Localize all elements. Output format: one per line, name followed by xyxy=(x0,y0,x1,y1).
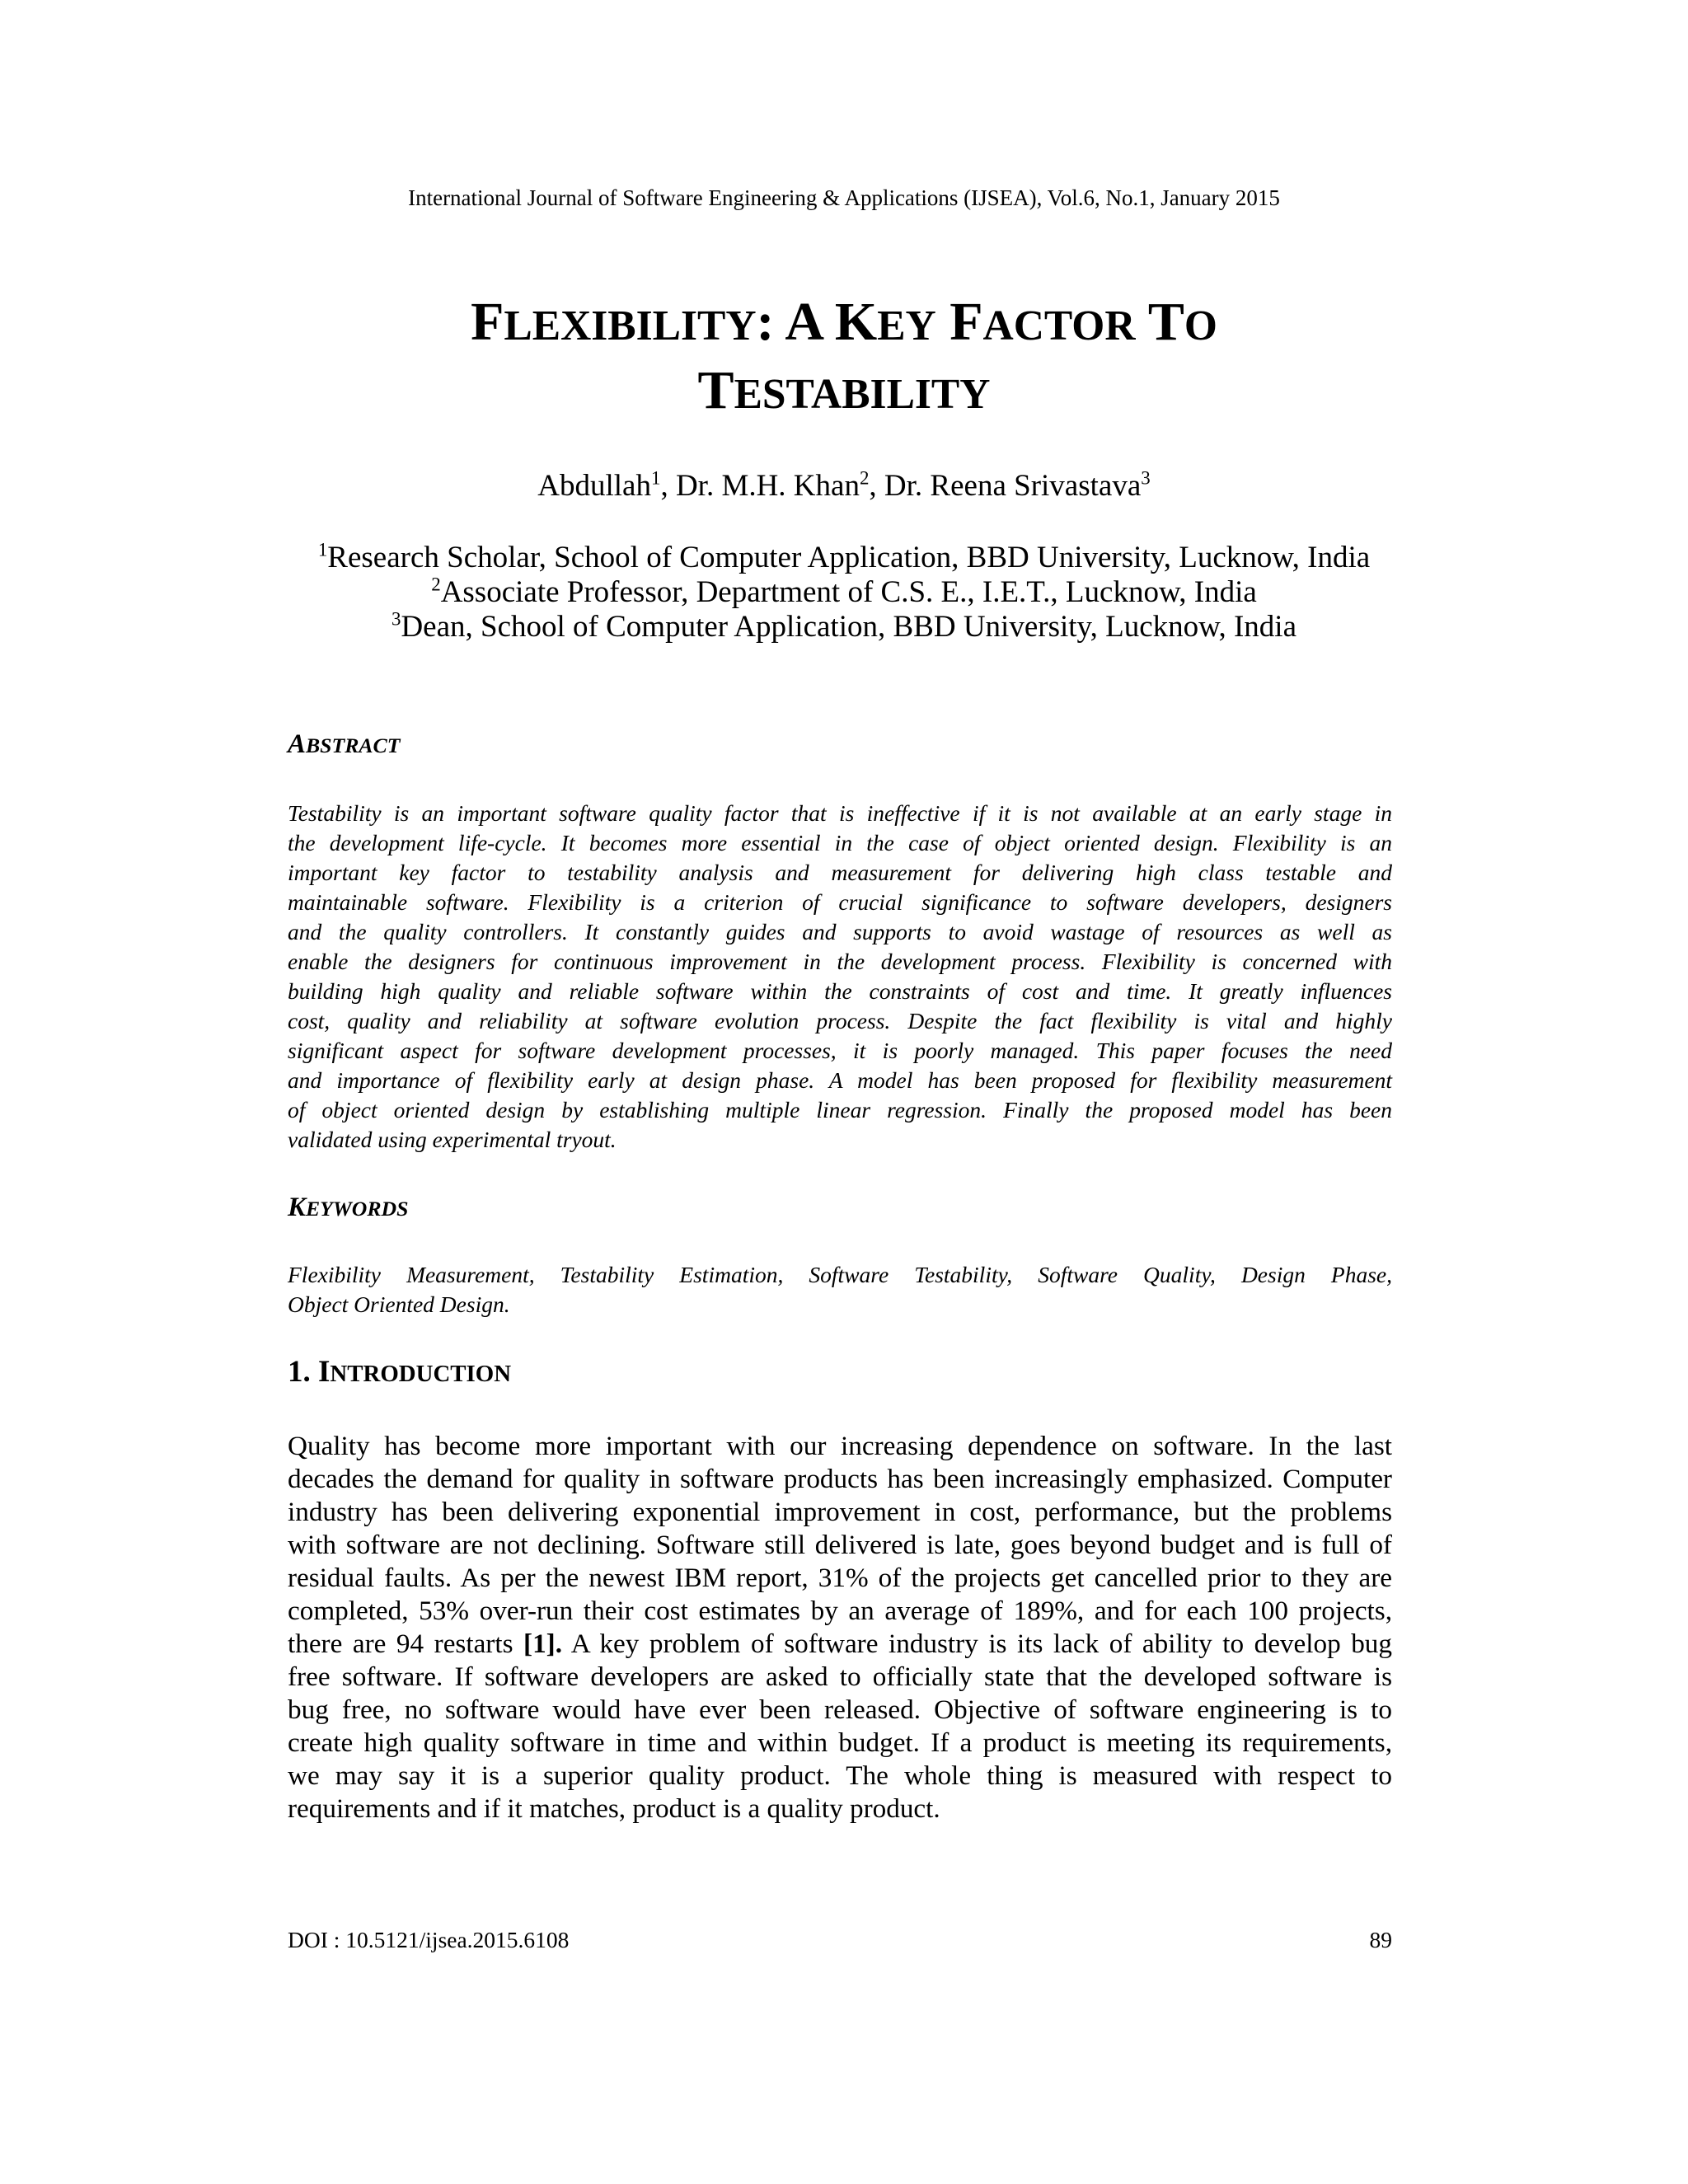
keywords-line: Flexibility Measurement, Testability Estimation, Software Testability, Software Quality, Design Phase, xyxy=(288,1262,1392,1287)
author-name: Abdullah xyxy=(537,469,651,503)
title-line-1: FLEXIBILITY: A KEY FACTOR TO xyxy=(471,292,1217,352)
keywords-line: Object Oriented Design. xyxy=(288,1291,510,1317)
abstract-line: and importance of flexibility early at design phase. A model has been proposed for flexibility measurement xyxy=(288,1067,1392,1093)
journal-header: International Journal of Software Engineering & Applications (IJSEA), Vol.6, No.1, January 2015 xyxy=(408,185,1280,210)
affiliation-list xyxy=(0,541,1688,644)
keywords-heading: KEYWORDS xyxy=(288,1193,409,1222)
affiliation-line xyxy=(0,541,1688,575)
abstract-line: the development life-cycle. It becomes more essential in the case of object oriented design. Flexibility is an xyxy=(288,830,1392,855)
abstract-text xyxy=(288,799,1392,1155)
introduction-line: Quality has become more important with our increasing dependence on software. In the last xyxy=(288,1431,1392,1461)
affiliation-marker: 2 xyxy=(431,574,441,595)
citation-marker: [1]. xyxy=(523,1629,563,1659)
affiliation-text: Associate Professor, Department of C.S. E., I.E.T., Lucknow, India xyxy=(440,575,1257,609)
abstract-line: building high quality and reliable software within the constraints of cost and time. It greatly influences xyxy=(288,978,1392,1004)
abstract-line: and the quality controllers. It constantly guides and supports to avoid wastage of resources as well as xyxy=(288,919,1392,944)
author-affiliation-marker: 2 xyxy=(859,467,870,489)
introduction-line: create high quality software in time and within budget. If a product is meeting its requirements, xyxy=(288,1727,1392,1758)
introduction-line: requirements and if it matches, product is a quality product. xyxy=(288,1793,940,1824)
introduction-text xyxy=(288,1430,1392,1825)
author-affiliation-marker: 3 xyxy=(1141,467,1151,489)
affiliation-line xyxy=(0,575,1688,610)
affiliation-text: Dean, School of Computer Application, BBD University, Lucknow, India xyxy=(401,610,1296,644)
author-name: Dr. M.H. Khan xyxy=(675,469,860,503)
abstract-line: maintainable software. Flexibility is a criterion of crucial significance to software developers, designers xyxy=(288,889,1392,915)
introduction-line: we may say it is a superior quality product. The whole thing is measured with respect to xyxy=(288,1760,1392,1791)
abstract-line: significant aspect for software development processes, it is poorly managed. This paper focuses the need xyxy=(288,1038,1392,1063)
paper-title xyxy=(0,290,1688,427)
author-name: Dr. Reena Srivastava xyxy=(884,469,1142,503)
introduction-line: there are 94 restarts [1]. A key problem of software industry is its lack of ability to develop bug xyxy=(288,1629,1392,1659)
introduction-line: industry has been delivering exponential improvement in cost, performance, but the problems xyxy=(288,1497,1392,1527)
title-line-2: TESTABILITY xyxy=(697,360,991,420)
introduction-line: bug free, no software would have ever been released. Objective of software engineering is to xyxy=(288,1694,1392,1725)
affiliation-marker: 1 xyxy=(317,539,328,560)
abstract-line: validated using experimental tryout. xyxy=(288,1127,617,1152)
affiliation-text: Research Scholar, School of Computer Application, BBD University, Lucknow, India xyxy=(327,541,1371,574)
abstract-line: cost, quality and reliability at software evolution process. Despite the fact flexibility is vital and highly xyxy=(288,1008,1392,1033)
page-number: 89 xyxy=(1369,1927,1392,1952)
introduction-line: residual faults. As per the newest IBM report, 31% of the projects get cancelled prior to they are xyxy=(288,1563,1392,1593)
author-affiliation-marker: 1 xyxy=(650,467,661,489)
abstract-line: enable the designers for continuous improvement in the development process. Flexibility is concerned with xyxy=(288,949,1392,974)
doi-footer: DOI : 10.5121/ijsea.2015.6108 xyxy=(288,1927,570,1952)
abstract-heading: ABSTRACT xyxy=(288,729,401,759)
abstract-line: important key factor to testability analysis and measurement for delivering high class testable and xyxy=(288,860,1392,885)
affiliation-marker: 3 xyxy=(391,608,401,630)
author-list: Abdullah$^1$, Dr. M.H. Khan$^2$, Dr. Reena Srivastava$^3$ xyxy=(537,467,1151,503)
abstract-line: of object oriented design by establishing multiple linear regression. Finally the proposed model has been xyxy=(288,1097,1392,1122)
introduction-line: with software are not declining. Software still delivered is late, goes beyond budget and is full of xyxy=(288,1530,1392,1560)
introduction-line: decades the demand for quality in software products has been increasingly emphasized. Computer xyxy=(288,1464,1392,1494)
introduction-line: completed, 53% over-run their cost estimates by an average of 189%, and for each 100 projects, xyxy=(288,1596,1392,1626)
abstract-line: Testability is an important software quality factor that is ineffective if it is not available at an early stage in xyxy=(288,800,1392,826)
affiliation-line xyxy=(0,610,1688,644)
introduction-line: free software. If software developers are asked to officially state that the developed software is xyxy=(288,1661,1392,1692)
introduction-heading: 1. INTRODUCTION xyxy=(288,1355,512,1389)
keywords-text xyxy=(288,1260,1392,1319)
